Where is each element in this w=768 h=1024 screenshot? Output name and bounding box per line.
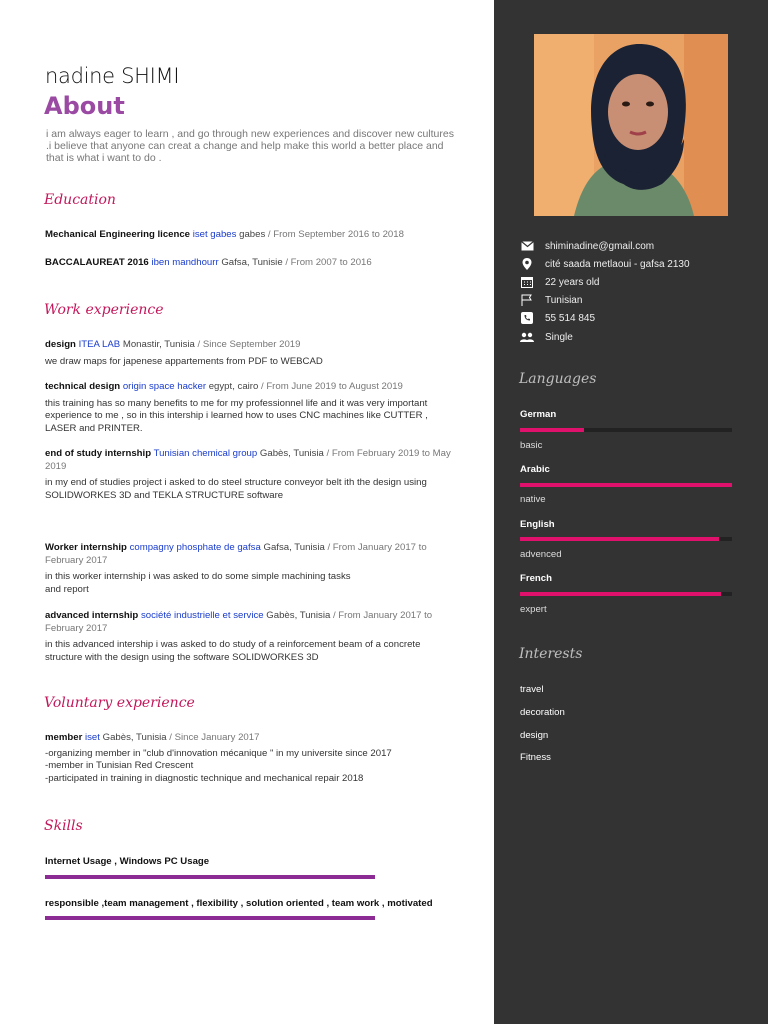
entry-org-link[interactable]: Tunisian chemical group	[153, 448, 258, 459]
contact-nationality-text: Tunisian	[545, 294, 583, 306]
entry-role: technical design	[45, 381, 121, 392]
entry-date: / From February 2019 to May 2019	[45, 448, 451, 472]
entry-org-link[interactable]: iset	[85, 732, 100, 743]
entry-role: BACCALAUREAT 2016	[45, 257, 149, 268]
entry-role: Mechanical Engineering licence	[45, 229, 191, 240]
entry-role: advanced internship	[45, 610, 139, 621]
users-icon	[520, 331, 534, 343]
entry-role: design	[45, 339, 76, 350]
work-entry	[45, 339, 460, 368]
language-bar-fill	[520, 537, 719, 541]
work-entry	[45, 542, 460, 596]
skill-bar	[45, 916, 375, 920]
language-bar-fill	[520, 428, 584, 432]
language-level: advenced	[520, 549, 562, 560]
entry-place: Gafsa, Tunisia	[263, 542, 325, 553]
education-entry	[45, 229, 460, 242]
entry-place: Monastir, Tunisia	[122, 339, 195, 350]
envelope-icon	[520, 240, 534, 252]
language-bar	[520, 483, 732, 487]
education-title: Education	[44, 192, 116, 208]
entry-description: in my end of studies project i asked to do steel structure conveyor belt ith the design using SOLIDWORKES 3D and TEKLA STRUCTURE software	[45, 477, 427, 501]
contact-age	[520, 276, 599, 288]
entry-date: / Since January 2017	[166, 732, 260, 743]
education-entry	[45, 257, 460, 270]
profile-photo-illustration	[534, 34, 728, 216]
language-level: basic	[520, 440, 543, 451]
entry-date: / From 2007 to 2016	[282, 257, 372, 268]
entry-description: -organizing member in "club d'innovation mécanique " in my universite since 2017 -member in Tunisian Red Crescent -participated in training in diagnostic technique and mechanical repair 2018	[45, 747, 392, 784]
calendar-icon	[520, 276, 534, 288]
interest-item: travel	[520, 684, 544, 695]
contact-address-text: cité saada metlaoui - gafsa 2130	[545, 258, 690, 270]
entry-place: gabes	[239, 229, 266, 240]
entry-place: Gabès, Tunisia	[259, 448, 324, 459]
entry-org-link[interactable]: iben mandhourr	[151, 257, 219, 268]
profile-photo	[534, 34, 728, 216]
language-level: expert	[520, 604, 547, 615]
entry-description: we draw maps for japenese appartements from PDF to WEBCAD	[45, 355, 323, 367]
entry-date: / From January 2017 to February 2017	[45, 610, 433, 634]
contact-address	[520, 258, 690, 270]
contact-email	[520, 240, 654, 252]
skill-bar	[45, 875, 375, 879]
language-bar	[520, 537, 732, 541]
language-level: native	[520, 494, 546, 505]
entry-org-link[interactable]: iset gabes	[192, 229, 237, 240]
entry-place: Gafsa, Tunisie	[221, 257, 283, 268]
language-bar-fill	[520, 483, 732, 487]
work-entry	[45, 381, 460, 435]
entry-org-link[interactable]: société industrielle et service	[140, 610, 264, 621]
entry-date: / Since September 2019	[194, 339, 301, 350]
about-text: i am always eager to learn , and go through new experiences and discover new cultures .i believe that anyone can creat a change and help make this world a better place and that is what i want to do .	[46, 128, 454, 164]
entry-date: / From September 2016 to 2018	[265, 229, 404, 240]
entry-description: this training has so many benefits to me for my professionnel life and it was very important experience to me , so in this intership i learned how to uses CNC machines like CUTTER , LASER and PRINTER.	[45, 397, 428, 434]
phone-icon	[520, 312, 534, 324]
skill-label: Internet Usage , Windows PC Usage	[45, 856, 210, 867]
voluntary-title: Voluntary experience	[44, 695, 195, 711]
work-entry	[45, 448, 460, 502]
entry-org-link[interactable]: compagny phosphate de gafsa	[129, 542, 261, 553]
interest-item: decoration	[520, 707, 565, 718]
entry-description: in this advanced intership i was asked to do study of a reinforcement beam of a concrete structure with the design using the software SOLIDWORKES 3D	[45, 639, 421, 663]
entry-place: Gabès, Tunisia	[266, 610, 331, 621]
contact-age-text: 22 years old	[545, 276, 600, 288]
language-name: English	[520, 519, 555, 530]
work-entry	[45, 610, 460, 664]
language-name: French	[520, 573, 552, 584]
skills-title: Skills	[44, 818, 83, 834]
language-bar	[520, 428, 732, 432]
entry-org-link[interactable]: origin space hacker	[122, 381, 207, 392]
entry-date: / From June 2019 to August 2019	[258, 381, 403, 392]
entry-org-link[interactable]: ITEA LAB	[78, 339, 121, 350]
entry-role: end of study internship	[45, 448, 152, 459]
interest-item: Fitness	[520, 752, 551, 763]
contact-phone-text[interactable]: 55 514 845	[545, 312, 596, 324]
interests-title: Interests	[519, 646, 583, 662]
entry-role: Worker internship	[45, 542, 127, 553]
location-pin-icon	[520, 258, 534, 270]
entry-description: in this worker internship i was asked to do some simple machining tasks and report	[45, 571, 351, 595]
about-title: About	[44, 92, 125, 120]
contact-nationality	[520, 294, 582, 306]
contact-status	[520, 331, 573, 343]
entry-place: Gabès, Tunisia	[102, 732, 167, 743]
language-bar	[520, 592, 732, 596]
language-name: German	[520, 409, 557, 420]
work-title: Work experience	[44, 302, 164, 318]
voluntary-entry	[45, 732, 460, 785]
interest-item: design	[520, 730, 549, 741]
entry-role: member	[45, 732, 83, 743]
flag-icon	[520, 294, 534, 306]
contact-email-text[interactable]: shiminadine@gmail.com	[545, 240, 655, 252]
candidate-name: nadine SHIMI	[45, 64, 180, 88]
contact-status-text: Single	[545, 331, 573, 343]
entry-date: / From January 2017 to February 2017	[45, 542, 427, 566]
contact-phone	[520, 312, 595, 324]
skill-label: responsible ,team management , flexibility , solution oriented , team work , motivated	[45, 898, 433, 909]
entry-place: egypt, cairo	[208, 381, 259, 392]
languages-title: Languages	[519, 371, 597, 387]
language-name: Arabic	[520, 464, 550, 475]
language-bar-fill	[520, 592, 721, 596]
